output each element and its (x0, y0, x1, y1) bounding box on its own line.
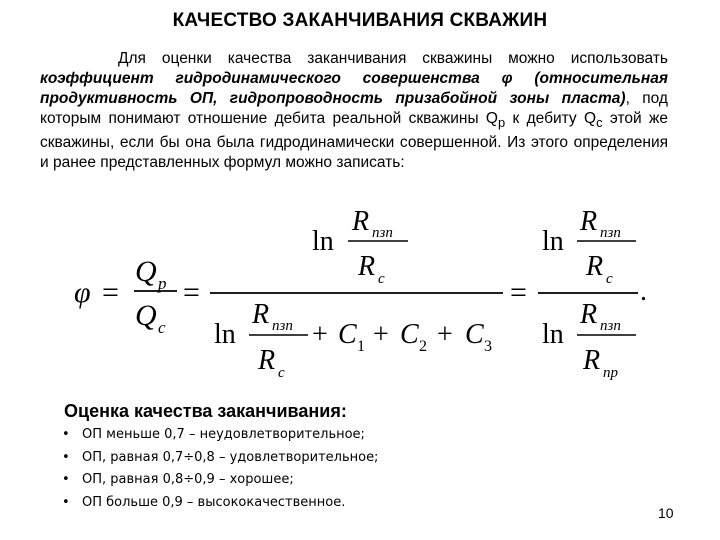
formula-ln-4: ln (542, 319, 564, 350)
formula-Q-num-sub: p (158, 274, 167, 293)
formula-R-5: R (580, 206, 598, 237)
section-title: Оценка качества заканчивания: (64, 401, 347, 421)
formula-C2-sub: 2 (419, 338, 427, 355)
formula-R-1-sub: пзп (372, 225, 393, 241)
formula-eq-3: = (510, 276, 527, 309)
formula-R-4-sub: c (278, 365, 285, 381)
list-item (60, 469, 378, 492)
paragraph-text-1: Для оценки качества заканчивания скважины можно использовать (118, 50, 668, 67)
formula-R-6-sub: c (606, 271, 613, 287)
formula-eq-2: = (183, 276, 200, 309)
formula-Q-num: Q (135, 255, 157, 288)
list-item (60, 492, 378, 515)
list-item-text: ОП, равная 0,7÷0,8 – удовлетворительное; (82, 449, 379, 465)
formula-R-8: R (583, 345, 601, 376)
list-item (60, 447, 378, 470)
bullet-icon: • (62, 494, 70, 510)
bullet-icon: • (62, 472, 70, 487)
paragraph-term: коэффициент гидродинамического совершенства φ (относительная продуктивность ОП, гидропроводность призабойной зоны пласта) (40, 70, 668, 107)
slide-title: КАЧЕСТВО ЗАКАНЧИВАНИЯ СКВАЖИН (172, 10, 548, 31)
formula-R-2: R (358, 251, 376, 282)
formula-Q-den: Q (135, 299, 157, 332)
formula-R-7: R (580, 299, 598, 330)
list-item-text: ОП, равная 0,8÷0,9 – хорошее; (82, 472, 294, 487)
bullet-icon: • (62, 449, 70, 465)
formula-C2: C (400, 319, 419, 350)
page-number: 10 (658, 505, 674, 521)
formula-C3-sub: 3 (484, 338, 492, 355)
formula-plus-1: + (312, 319, 328, 350)
quality-list (60, 424, 378, 514)
formula-Q-den-sub: c (158, 318, 166, 337)
formula-R-2-sub: c (378, 271, 385, 287)
paragraph-sub-r: р (497, 115, 506, 131)
paragraph-text-2: , под которым понимают отношение дебита реальной скважины Q (40, 90, 668, 127)
bullet-icon: • (62, 427, 70, 442)
formula-ln-2: ln (214, 319, 236, 350)
formula-R-3-sub: пзп (272, 318, 293, 334)
formula-R-6: R (586, 251, 604, 282)
list-item-text: ОП больше 0,9 – высококачественное. (82, 494, 346, 510)
formula-eq-1: = (102, 276, 119, 309)
formula-R-5-sub: пзп (600, 225, 621, 241)
formula-R-7-sub: пзп (600, 318, 621, 334)
formula-C1: C (338, 319, 357, 350)
formula-C1-sub: 1 (357, 338, 365, 355)
paragraph-text-3: к дебиту Q (505, 110, 597, 127)
formula-phi: φ (74, 276, 91, 309)
list-item (60, 424, 378, 447)
formula-R-3: R (252, 299, 270, 330)
formula-period: . (640, 276, 647, 307)
formula-R-8-sub: пр (603, 365, 618, 381)
formula-ln-3: ln (542, 226, 564, 257)
formula-plus-2: + (373, 319, 389, 350)
list-item-text: ОП меньше 0,7 – неудовлетворительное; (82, 427, 365, 442)
paragraph-text-4: этой же скважины, если бы она была гидродинамически совершенной. Из этого определения и ранее представленных формул можно записать: (40, 110, 668, 172)
formula-C3: C (465, 319, 484, 350)
formula-ln-1: ln (312, 226, 334, 257)
formula-plus-3: + (437, 319, 453, 350)
formula-R-4: R (258, 345, 276, 376)
paragraph-sub-c: с (596, 115, 603, 131)
formula-R-1: R (352, 206, 370, 237)
